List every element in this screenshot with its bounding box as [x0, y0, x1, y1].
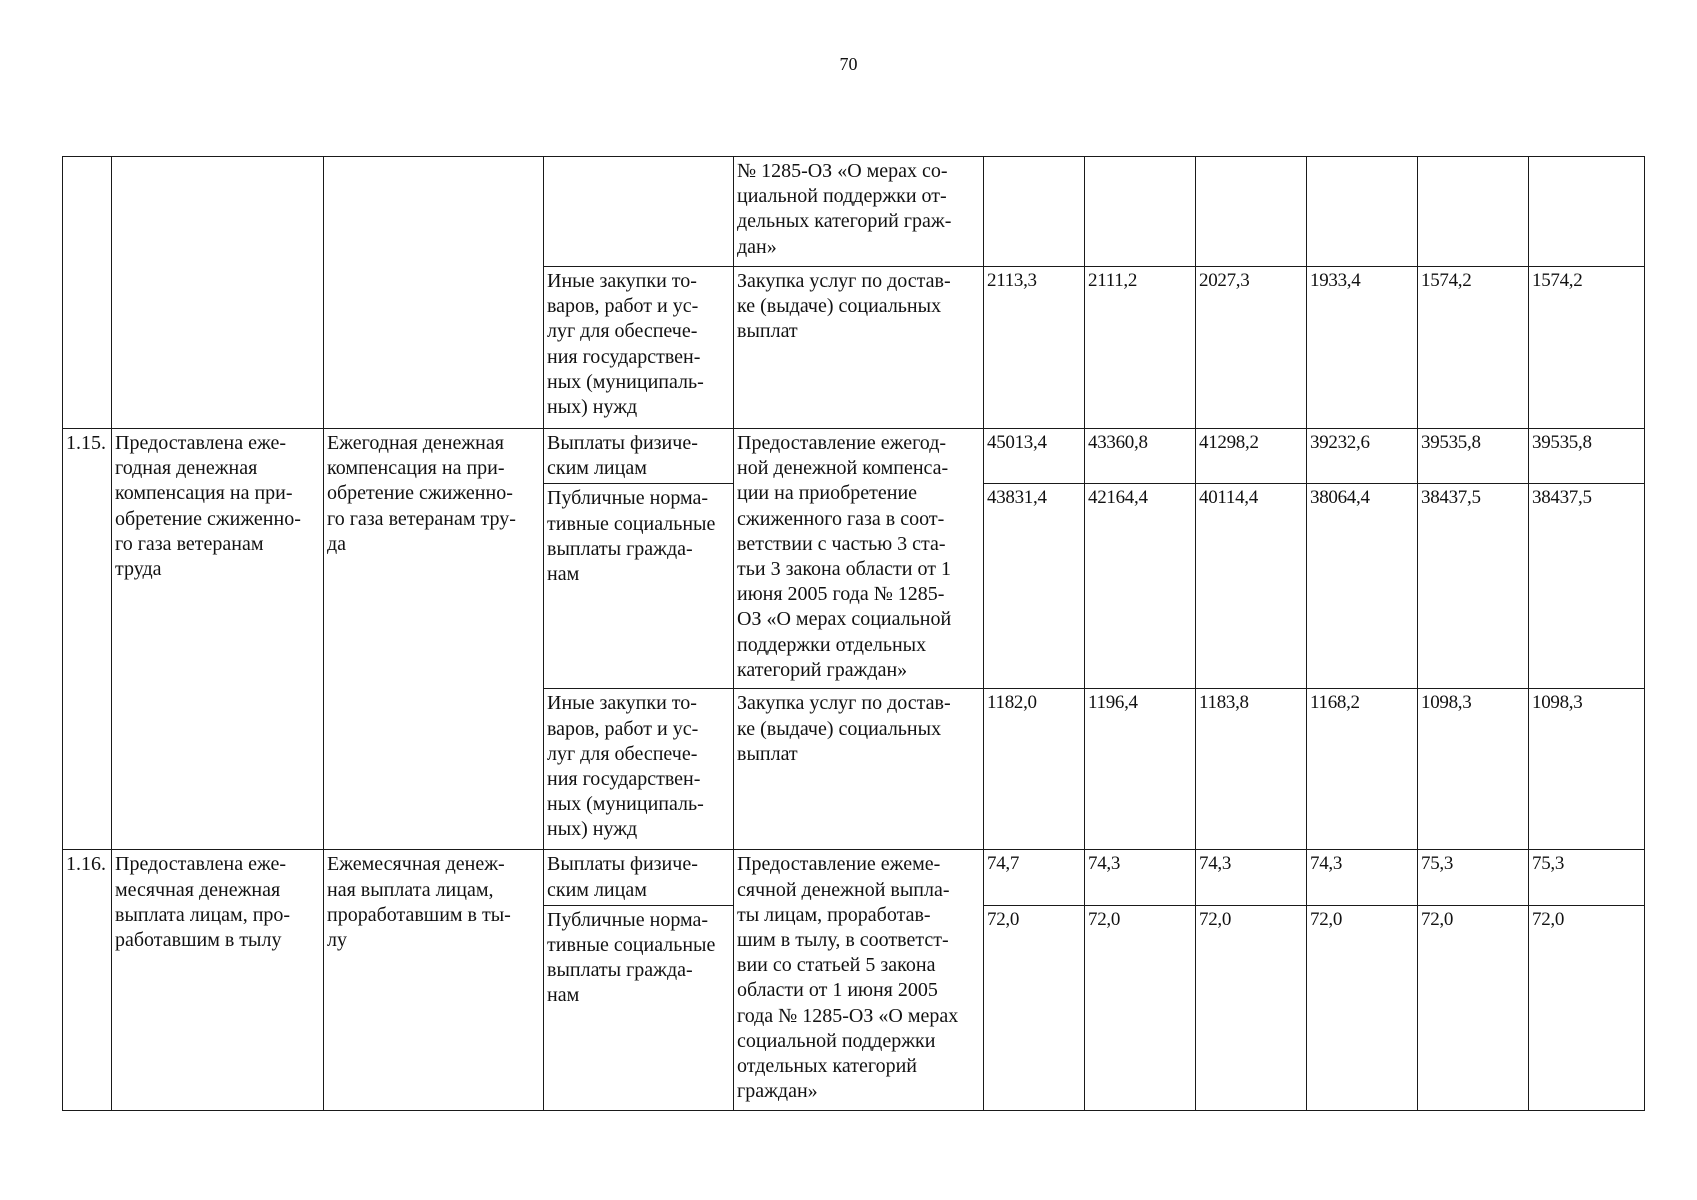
- cell-value: 72,0: [984, 905, 1085, 1110]
- cell-value: 1196,4: [1085, 689, 1196, 850]
- cell-empty: [1307, 157, 1418, 267]
- cell-value: 1182,0: [984, 689, 1085, 850]
- cell-value: 72,0: [1196, 905, 1307, 1110]
- cell-value: 38437,5: [1418, 484, 1529, 689]
- cell-value: 2113,3: [984, 267, 1085, 429]
- cell-expense-type: Выплаты физиче- ским лицам: [544, 850, 734, 905]
- cell-value: 43360,8: [1085, 429, 1196, 484]
- table-row-1-15-payments: [63, 429, 1645, 484]
- cell-value: 74,3: [1307, 850, 1418, 905]
- cell-expense-type: Публичные норма- тивные социальные выплаты гражда- нам: [544, 484, 734, 689]
- cell-item-number: 1.15.: [63, 429, 112, 850]
- cell-result-empty: [112, 157, 324, 429]
- cell-value: 1933,4: [1307, 267, 1418, 429]
- cell-value: 72,0: [1085, 905, 1196, 1110]
- cell-expense-type: Публичные норма- тивные социальные выплаты гражда- нам: [544, 905, 734, 1110]
- cell-value: 2111,2: [1085, 267, 1196, 429]
- cell-item-number: 1.16.: [63, 850, 112, 1110]
- cell-value: 72,0: [1418, 905, 1529, 1110]
- cell-value: 41298,2: [1196, 429, 1307, 484]
- cell-measure-empty: [324, 157, 544, 429]
- cell-value: 42164,4: [1085, 484, 1196, 689]
- cell-value: 75,3: [1529, 850, 1645, 905]
- cell-value: 40114,4: [1196, 484, 1307, 689]
- cell-value: 1098,3: [1529, 689, 1645, 850]
- cell-value: 74,7: [984, 850, 1085, 905]
- cell-value: 1183,8: [1196, 689, 1307, 850]
- cell-number-empty: [63, 157, 112, 429]
- table-row-continuation-basis: [63, 157, 1645, 267]
- cell-result: Предоставлена еже- годная денежная компенсация на при- обретение сжиженно- го газа ветеранам труда: [112, 429, 324, 850]
- cell-value: 72,0: [1529, 905, 1645, 1110]
- cell-value: 74,3: [1196, 850, 1307, 905]
- cell-value: 1168,2: [1307, 689, 1418, 850]
- cell-expense-type: Иные закупки то- варов, работ и ус- луг для обеспече- ния государствен- ных (муниципаль- ных) нужд: [544, 267, 734, 429]
- cell-legal-basis-tail: № 1285-ОЗ «О мерах со- циальной поддержки от- дельных категорий граж- дан»: [734, 157, 984, 267]
- cell-value: 38064,4: [1307, 484, 1418, 689]
- cell-value: 1574,2: [1529, 267, 1645, 429]
- cell-measure: Ежегодная денежная компенсация на при- обретение сжиженно- го газа ветеранам тру- да: [324, 429, 544, 850]
- cell-value: 43831,4: [984, 484, 1085, 689]
- cell-value: 38437,5: [1529, 484, 1645, 689]
- cell-measure: Ежемесячная денеж- ная выплата лицам, проработавшим в ты- лу: [324, 850, 544, 1110]
- cell-value: 39535,8: [1418, 429, 1529, 484]
- cell-value: 74,3: [1085, 850, 1196, 905]
- cell-value: 39232,6: [1307, 429, 1418, 484]
- cell-description: Закупка услуг по достав- ке (выдаче) социальных выплат: [734, 689, 984, 850]
- page-number: 70: [839, 54, 858, 74]
- budget-table: [62, 156, 1645, 1111]
- cell-description: Закупка услуг по достав- ке (выдаче) социальных выплат: [734, 267, 984, 429]
- cell-empty: [1529, 157, 1645, 267]
- cell-description: Предоставление ежегод- ной денежной компенса- ции на приобретение сжиженного газа в соот- ветствии с частью 3 ста- тьи 3 закона области от 1 июня 2005 года № 1285- ОЗ «О мерах социальной поддержки отдельных категорий граждан»: [734, 429, 984, 689]
- cell-result: Предоставлена еже- месячная денежная выплата лицам, про- работавшим в тылу: [112, 850, 324, 1110]
- cell-value: 1098,3: [1418, 689, 1529, 850]
- cell-empty: [1418, 157, 1529, 267]
- cell-description: Предоставление ежеме- сячной денежной выпла- ты лицам, проработав- шим в тылу, в соответст- вии со статьей 5 закона области от 1 июня 2005 года № 1285-ОЗ «О мерах социальной поддержки отдельных категорий граждан»: [734, 850, 984, 1110]
- cell-empty: [984, 157, 1085, 267]
- cell-value: 72,0: [1307, 905, 1418, 1110]
- cell-empty: [1196, 157, 1307, 267]
- cell-value: 45013,4: [984, 429, 1085, 484]
- cell-expense-type: Выплаты физиче- ским лицам: [544, 429, 734, 484]
- cell-expense-type-empty: [544, 157, 734, 267]
- cell-value: 75,3: [1418, 850, 1529, 905]
- cell-value: 2027,3: [1196, 267, 1307, 429]
- cell-empty: [1085, 157, 1196, 267]
- cell-value: 1574,2: [1418, 267, 1529, 429]
- cell-value: 39535,8: [1529, 429, 1645, 484]
- table-row-1-16-payments: [63, 850, 1645, 905]
- cell-expense-type: Иные закупки то- варов, работ и ус- луг для обеспече- ния государствен- ных (муниципаль- ных) нужд: [544, 689, 734, 850]
